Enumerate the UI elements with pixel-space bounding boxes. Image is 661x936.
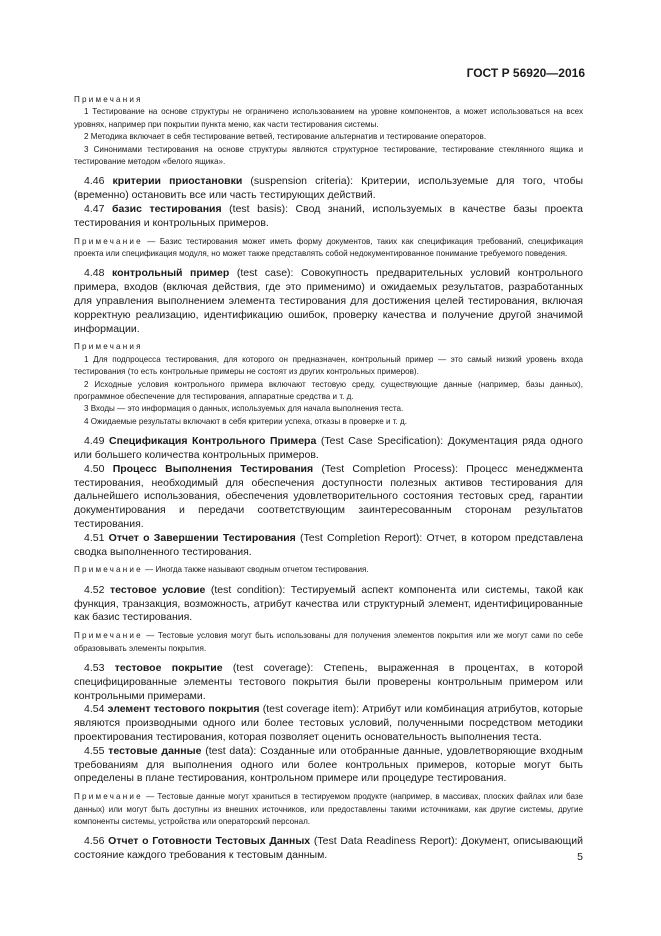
term-4-46 xyxy=(74,175,583,203)
term-definition: (Test Completion Process): Процесс менеджмента тестирования, необходимый для обеспечения доступности полезных активов тестирования для дальнейшего использования, обеспечения удовлетворительного состояния тестовых сред, гарантии документирования и передачи соответствующим заинтересованным сторонам результатов тестирования. xyxy=(74,462,584,531)
term-number: 4.47 xyxy=(84,203,105,216)
term-4-50 xyxy=(74,463,583,532)
page-content xyxy=(74,94,583,863)
term-4-52 xyxy=(74,584,583,625)
note-test-data xyxy=(74,791,583,828)
note-test-completion-report xyxy=(74,564,583,576)
note-text: Примечание — Тестовые условия могут быть использованы для получения элементов покрытия или же могут сами по себе образовывать элементы покрытия. xyxy=(74,631,583,653)
note-item: 3 Входы — это информация о данных, используемых для начала выполнения теста. xyxy=(84,404,404,414)
note-label: Примечание xyxy=(74,631,143,641)
term-title: контрольный пример xyxy=(112,267,230,280)
note-item: 3 Синонимами тестирования на основе структуры являются структурное тестирование, тестирование стеклянного ящика и тестирование методом «белого ящика». xyxy=(74,144,583,167)
term-4-51 xyxy=(74,532,583,560)
term-number: 4.48 xyxy=(84,267,105,280)
term-4-54 xyxy=(74,703,583,744)
term-number: 4.51 xyxy=(84,531,105,544)
term-number: 4.50 xyxy=(84,462,105,475)
notes-heading: Примечания xyxy=(74,95,143,104)
term-definition: (test condition): Тестируемый аспект компонента или системы, такой как функция, транзакция, возможность, атрибут качества или структурный элемент, идентифицированные как базис тестирования. xyxy=(74,583,583,624)
term-title: Процесс Выполнения Тестирования xyxy=(112,462,314,475)
term-title: базис тестирования xyxy=(111,203,222,216)
term-4-56 xyxy=(74,835,583,863)
note-item: 1 Тестирование на основе структуры не ограничено использованием на уровне компонентов, а может использоваться на всех уровнях, например при покрытии пункта меню, как части тестирования системы. xyxy=(74,107,583,129)
term-definition: (Test Data Readiness Report): Документ, описывающий состояние каждого требования к тестовым данным. xyxy=(74,835,584,862)
term-4-53 xyxy=(74,662,583,703)
term-definition: (Test Completion Report): Отчет, в котором представлена сводка выполненного тестирования. xyxy=(74,531,583,558)
notes-heading: Примечания xyxy=(74,342,143,352)
note-label: Примечание xyxy=(74,236,143,246)
notes-structure-testing xyxy=(74,94,583,168)
note-item: 4 Ожидаемые результаты включают в себя критерии успеха, отказы в проверке и т. д. xyxy=(84,416,408,426)
note-item: 2 Исходные условия контрольного примера включают тестовую среду, существующие данные (например, базы данных), программное обеспечение для тестирования, аппаратные средства и т. д. xyxy=(74,379,583,402)
term-title: критерии приостановки xyxy=(112,175,243,188)
term-number: 4.56 xyxy=(84,835,105,848)
term-title: тестовое покрытие xyxy=(114,662,223,675)
page-number: 5 xyxy=(577,851,583,863)
note-test-basis xyxy=(74,236,583,261)
term-definition: (test coverage item): Атрибут или комбинация атрибутов, которые являются производными одного или более тестовых условий, полученными посредством методики проектирования тестирования, которая позволяет оценить основательность выполнения теста. xyxy=(74,703,584,744)
note-text: Примечание — Тестовые данные могут храниться в тестируемом продукте (например, в массивах, плоских файлах или базе данных) или могут быть доступны из внешних источников, или предоставлены такими источниками, как другие системы, другие компоненты системы, устройства или операторский персонал. xyxy=(74,792,583,827)
document-header: ГОСТ Р 56920—2016 xyxy=(466,66,585,80)
term-number: 4.52 xyxy=(84,583,105,596)
note-item: 1 Для подпроцесса тестирования, для которого он предназначен, контрольный пример — это самый низкий уровень входа тестирования (то есть контрольные примеры не состоят из других контрольных примеров). xyxy=(74,354,583,377)
note-text: Примечание — Базис тестирования может иметь форму документов, таких как спецификация требований, спецификация проекта или спецификация модуля, но может также представлять собой недокументированное понимание требуемого поведения. xyxy=(74,236,583,259)
term-definition: (suspension criteria): Критерии, используемые для того, чтобы (временно) остановить все или часть тестирующих действий. xyxy=(74,175,584,202)
term-title: Спецификация Контрольного Примера xyxy=(109,435,317,448)
term-title: элемент тестового покрытия xyxy=(107,703,260,716)
term-title: тестовое условие xyxy=(109,583,206,596)
term-4-55 xyxy=(74,745,583,786)
term-number: 4.46 xyxy=(84,175,105,188)
term-4-49 xyxy=(74,435,583,463)
note-label: Примечание xyxy=(74,565,143,575)
term-4-47 xyxy=(74,203,583,231)
term-4-48 xyxy=(74,267,583,336)
notes-test-case xyxy=(74,341,583,428)
term-definition: (test coverage): Степень, выраженная в процентах, в которой специфицированные элементы тестового покрытия были проверены контрольным примером или контрольными примерами. xyxy=(74,662,583,702)
term-definition: (test basis): Свод знаний, используемых в качестве базы проекта тестирования и контрольных примеров. xyxy=(74,203,584,229)
term-definition: (test case): Совокупность предварительных условий контрольного примера, входов (включая действия, где это применимо) и ожидаемых результатов, разработанных для управления выполнением элемента тестирования для достижения целей тестирования, включая корректную реализацию, идентификацию ошибок, проверку качества и получение другой значимой информации. xyxy=(74,267,583,335)
note-test-condition xyxy=(74,630,583,655)
term-title: Отчет о Завершении Тестирования xyxy=(108,531,296,544)
term-title: тестовые данные xyxy=(108,744,202,757)
term-number: 4.55 xyxy=(84,744,105,757)
term-definition: (test data): Созданные или отобранные данные, удовлетворяющие входным требованиям для выполнения одного или более контрольных примеров, которые могут быть определены в плане тестирования, контрольном примере или процедуре тестирования. xyxy=(74,744,583,785)
term-title: Отчет о Готовности Тестовых Данных xyxy=(108,835,311,848)
note-text: Примечание — Иногда также называют сводным отчетом тестирования. xyxy=(74,565,369,575)
term-number: 4.53 xyxy=(84,662,105,675)
term-definition: (Test Case Specification): Документация ряда одного или большего количества контрольных примеров. xyxy=(74,435,583,462)
term-number: 4.49 xyxy=(84,435,105,448)
note-label: Примечание xyxy=(74,792,143,802)
term-number: 4.54 xyxy=(84,703,105,716)
note-item: 2 Методика включает в себя тестирование ветвей, тестирование альтернатив и тестирование операторов. xyxy=(84,132,487,142)
